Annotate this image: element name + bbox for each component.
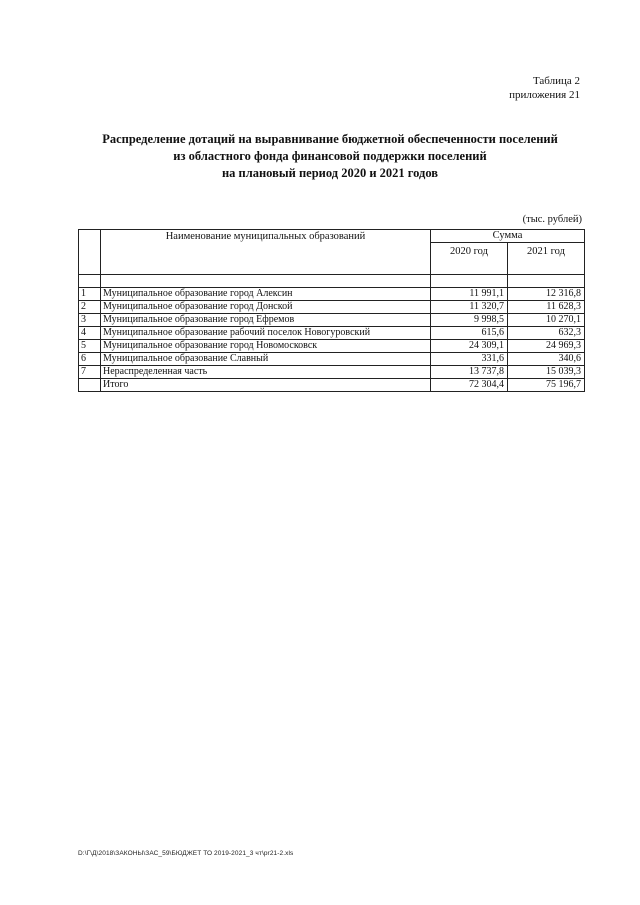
total-value-2021: 75 196,7 <box>508 379 585 392</box>
row-value-2021: 12 316,8 <box>508 288 585 301</box>
row-name: Муниципальное образование город Алексин <box>101 288 431 301</box>
row-number: 7 <box>79 366 101 379</box>
header-number-cell <box>79 230 101 275</box>
file-path-footer: D:\Г\Д\2018\ЗАКОНЫ\ЗАС_59\БЮДЖЕТ ТО 2019-2021_3 чт\pr21-2.xls <box>78 850 294 857</box>
title-line-1: Распределение дотаций на выравнивание бюджетной обеспеченности поселений <box>102 132 558 146</box>
total-value-2020: 72 304,4 <box>431 379 508 392</box>
row-name: Нераспределенная часть <box>101 366 431 379</box>
table-row <box>79 366 585 379</box>
table-row <box>79 314 585 327</box>
row-value-2021: 15 039,3 <box>508 366 585 379</box>
row-value-2021: 632,3 <box>508 327 585 340</box>
row-number: 5 <box>79 340 101 353</box>
row-name: Муниципальное образование город Ефремов <box>101 314 431 327</box>
appendix-reference <box>509 74 580 102</box>
row-value-2020: 9 998,5 <box>431 314 508 327</box>
spacer-cell <box>431 275 508 288</box>
total-label: Итого <box>101 379 431 392</box>
row-number: 2 <box>79 301 101 314</box>
row-value-2021: 340,6 <box>508 353 585 366</box>
total-number-cell <box>79 379 101 392</box>
row-number: 4 <box>79 327 101 340</box>
units-label: (тыс. рублей) <box>522 214 582 225</box>
spacer-cell <box>79 275 101 288</box>
table-row <box>79 340 585 353</box>
appendix-number-label: приложения 21 <box>509 89 580 101</box>
header-year-2021: 2021 год <box>508 243 585 275</box>
row-value-2020: 331,6 <box>431 353 508 366</box>
table-header-row <box>79 230 585 243</box>
table-row <box>79 327 585 340</box>
row-value-2020: 24 309,1 <box>431 340 508 353</box>
row-value-2020: 13 737,8 <box>431 366 508 379</box>
title-line-3: на плановый период 2020 и 2021 годов <box>221 166 439 180</box>
title-line-2: из областного фонда финансовой поддержки поселений <box>173 149 487 163</box>
row-value-2020: 615,6 <box>431 327 508 340</box>
row-name: Муниципальное образование город Новомосковск <box>101 340 431 353</box>
table-row <box>79 288 585 301</box>
header-name-cell: Наименование муниципальных образований <box>101 230 431 275</box>
spacer-cell <box>101 275 431 288</box>
table-spacer-row <box>79 275 585 288</box>
row-number: 3 <box>79 314 101 327</box>
header-year-2020: 2020 год <box>431 243 508 275</box>
document-title <box>60 131 600 182</box>
spacer-cell <box>508 275 585 288</box>
row-value-2021: 11 628,3 <box>508 301 585 314</box>
header-sum-cell: Сумма <box>431 230 585 243</box>
appendix-table-label: Таблица 2 <box>532 75 580 87</box>
row-value-2020: 11 991,1 <box>431 288 508 301</box>
row-name: Муниципальное образование город Донской <box>101 301 431 314</box>
row-name: Муниципальное образование рабочий поселок Новогуровский <box>101 327 431 340</box>
row-value-2020: 11 320,7 <box>431 301 508 314</box>
row-name: Муниципальное образование Славный <box>101 353 431 366</box>
table-row <box>79 353 585 366</box>
table-row <box>79 301 585 314</box>
table-total-row <box>79 379 585 392</box>
row-number: 1 <box>79 288 101 301</box>
row-number: 6 <box>79 353 101 366</box>
row-value-2021: 24 969,3 <box>508 340 585 353</box>
distribution-table <box>78 229 585 392</box>
row-value-2021: 10 270,1 <box>508 314 585 327</box>
